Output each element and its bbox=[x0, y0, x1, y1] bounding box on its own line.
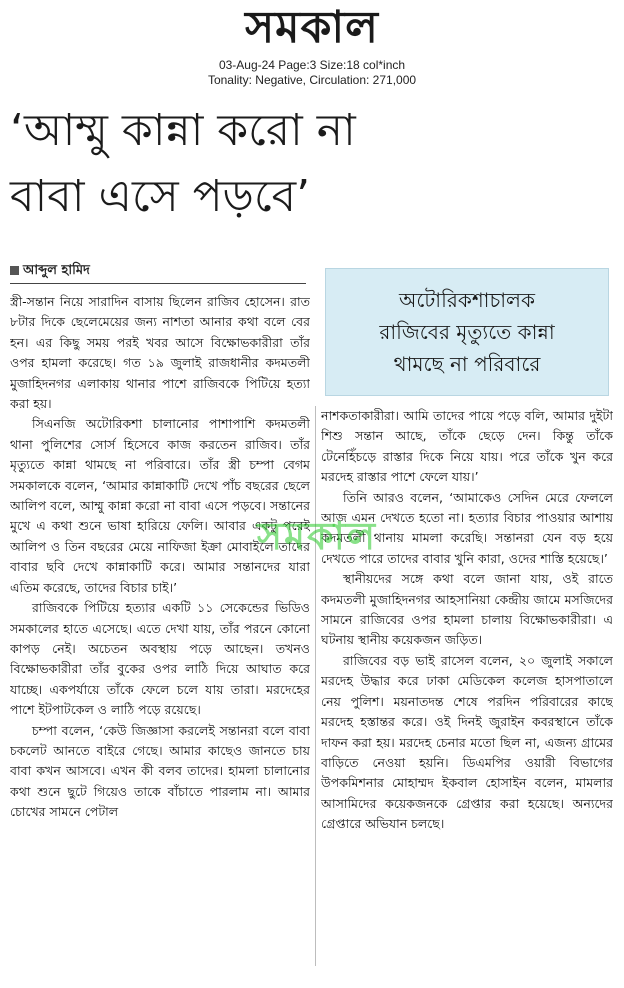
byline bbox=[10, 261, 310, 282]
paragraph: নাশকতাকারীরা। আমি তাদের পায়ে পড়ে বলি, আমার দুইটা শিশু সন্তান আছে, তাঁকে ছেড়ে দেন। কিন্তু তাঁকে টেনেহিঁচড়ে রাস্তার দিকে নিয়ে যায়। পরে তাঁকে খুন করে মরদেহ রাস্তার পাশে ফেলে যায়।’ bbox=[321, 408, 613, 485]
paragraph: রাজিবের বড় ভাই রাসেল বলেন, ২০ জুলাই সকালে মরদেহ উদ্ধার করে ঢাকা মেডিকেল কলেজ হাসপাতালে নেয় পুলিশ। ময়নাতদন্ত শেষে পরদিন পরিবারের কাছে মরদেহ হস্তান্তর করে। ওই দিনই জুরাইন কবরস্থানে তাঁকে দাফন করা হয়। মরদেহ চেনার মতো ছিল না, এজন্য গ্রামের বাড়িতে নেওয়া হয়নি। ডিএমপির ওয়ারী বিভাগের উপকমিশনার মোহাম্মদ ইকবাল হোসাইন বলেন, মামলার আসামিদের কয়েকজনকে গ্রেপ্তার করা হয়েছে। অন্যদের গ্রেপ্তারে অভিযান চলছে। bbox=[321, 652, 613, 832]
clipping-meta-tonality: Tonality: Negative, Circulation: 271,000 bbox=[207, 73, 417, 87]
clipping-meta-date-page: 03-Aug-24 Page:3 Size:18 col*inch bbox=[218, 58, 406, 72]
pull-quote-box bbox=[325, 268, 609, 396]
byline-square-icon bbox=[10, 266, 19, 275]
paragraph: চম্পা বলেন, ‘কেউ জিজ্ঞাসা করলেই সন্তানরা বলে বাবা চকলেট আনতে বাইরে গেছে। আমার কাছেও জানতে চায় বাবা কখন আসবে। এখন কী বলব তাদের। হামলা চালানোর কথা শুনে ছুটে গিয়েও তাকে বাঁচাতে পারলাম না। আমার চোখের সামনে পেটাল bbox=[10, 722, 310, 820]
pull-quote-line-1: অটোরিকশাচালক bbox=[399, 288, 535, 312]
article-headline bbox=[10, 98, 615, 230]
paragraph: স্থানীয়দের সঙ্গে কথা বলে জানা যায়, ওই রাতে কদমতলী মুজাহিদনগর আহসানিয়া কেন্দ্রীয় জামে মসজিদের সামনে রাজিবের ওপর হামলা চালায় বিক্ষোভকারীরা। এ ঘটনায় স্থানীয় কয়েকজন জড়িত। bbox=[321, 571, 613, 648]
byline-rule bbox=[10, 283, 306, 284]
article-column-left bbox=[10, 292, 310, 982]
paragraph: রাজিবকে পিটিয়ে হত্যার একটি ১১ সেকেন্ডের ভিডিও সমকালের হাতে এসেছে। এতে দেখা যায়, তাঁর পরনে কোনো কাপড় নেই। অচেতন অবস্থায় পড়ে আছেন। তখনও বিক্ষোভকারীরা তাঁর বুকের ওপর লাঠি দিয়ে আঘাত করে যাচ্ছে। একপর্যায়ে তাঁকে ফেলে চলে যায় তারা। মরদেহের পাশে ইটপাটকেল ও লাঠি পড়ে রয়েছে। bbox=[10, 600, 310, 718]
headline-line-2: বাবা এসে পড়বে’ bbox=[10, 171, 311, 222]
newspaper-masthead: সমকাল bbox=[245, 2, 379, 53]
paragraph: স্ত্রী-সন্তান নিয়ে সারাদিন বাসায় ছিলেন রাজিব হোসেন। রাত ৮টার দিকে ছেলেমেয়ের জন্য নাশতা আনার কথা বলে বের হন। এর কিছু সময় পরই খবর আসে বিক্ষোভকারীরা তাঁর ওপর হামলা করেছে। গত ১৯ জুলাই রাজধানীর কদমতলী মুজাহিদনগর এলাকায় থানার পাশে রাজিবকে পিটিয়ে হত্যা করা হয়। bbox=[10, 294, 310, 412]
headline-line-1: ‘আম্মু কান্না করো না bbox=[10, 105, 356, 156]
paragraph: সিএনজি অটোরিকশা চালানোর পাশাপাশি কদমতলী থানা পুলিশের সোর্স হিসেবে কাজ করতেন রাজিব। তাঁর মৃত্যুতে কান্না থামছে না পরিবারে। তাঁর স্ত্রী চম্পা বেগম সমকালকে বলেন, ‘আমার কান্নাকাটি দেখে পাঁচ বছরের ছেলে আলিপ বলে, আম্মু কান্না করো না বাবা এসে পড়বে। সন্তানের মুখে এ কথা শুনে ভাষা হারিয়ে ফেলি। আবার একটু পরেই আলিপ ও তিন বছরের মেয়ে নাফিজা ইক্রা মোবাইলে তাদের বাবার ছবি দেখে কান্নাকাটি করে। আমার সন্তানদের যারা এতিম করেছে, তাদের বিচার চাই।’ bbox=[10, 416, 310, 595]
article-column-right bbox=[321, 406, 613, 976]
samakal-watermark: সমকাল bbox=[256, 513, 378, 558]
pull-quote-line-2: রাজিবের মৃত্যুতে কান্না bbox=[379, 320, 555, 344]
paragraph: তিনি আরও বলেন, ‘আমাকেও সেদিন মেরে ফেললে আজ এমন দেখতে হতো না। হত্যার বিচার পাওয়ার আশায় কদমতলী থানায় মামলা করেছি। সন্তানরা যেন বড় হয়ে দেখতে পারে তাদের বাবার খুনি কারা, ওদের শাস্তি হয়েছে।’ bbox=[321, 489, 613, 566]
pull-quote-line-3: থামছে না পরিবারে bbox=[393, 352, 541, 376]
column-divider bbox=[315, 406, 316, 966]
byline-author: আব্দুল হামিদ bbox=[23, 263, 90, 278]
